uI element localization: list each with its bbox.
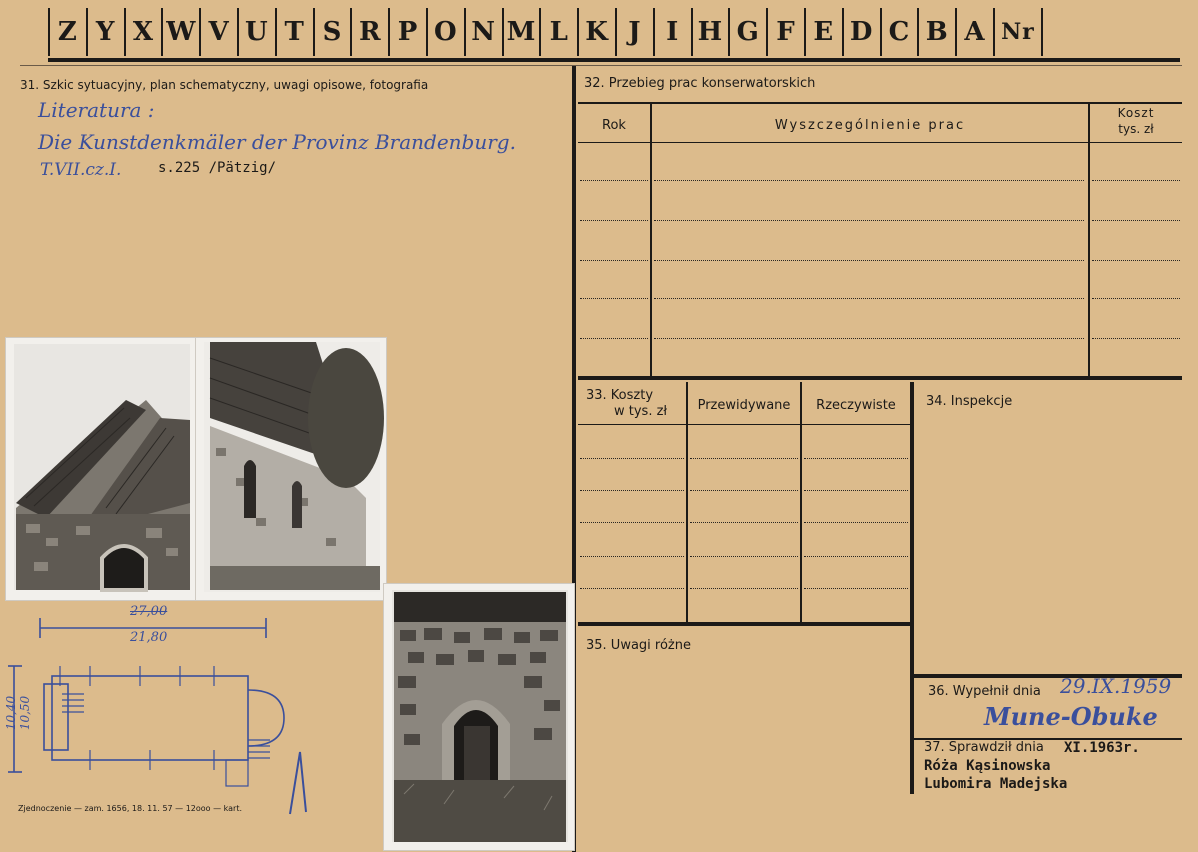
letter-box-x: X (124, 8, 162, 56)
letter-box-s: S (313, 8, 351, 56)
table33-row-line (690, 588, 798, 589)
section-32-label: 32. Przebieg prac konserwatorskich (584, 76, 816, 91)
col-description: Wyszczególnienie prac (774, 118, 966, 133)
table33-row-line (804, 588, 908, 589)
letter-box-t: T (275, 8, 313, 56)
letter-box-a: A (955, 8, 993, 56)
table33-row-line (580, 458, 684, 459)
literature-heading: Literatura : (38, 98, 155, 122)
table32-row-line (580, 220, 648, 221)
table32-row-line (1092, 220, 1180, 221)
header-rule (48, 58, 1180, 62)
letter-box-d: D (842, 8, 880, 56)
table33-right (910, 382, 914, 794)
table33-col2 (800, 382, 802, 622)
letter-box-n: N (464, 8, 502, 56)
letter-box-r: R (350, 8, 388, 56)
letter-box-y: Y (86, 8, 124, 56)
literature-volume: T.VII.cz.I. (40, 160, 122, 180)
literature-title: Die Kunstdenkmäler der Provinz Brandenburg. (38, 130, 516, 154)
section-35-label: 35. Uwagi różne (586, 638, 691, 653)
table32-row-line (580, 180, 648, 181)
letter-box-b: B (917, 8, 955, 56)
checked-name-1: Róża Kąsinowska (924, 758, 1051, 774)
section-37-label: 37. Sprawdził dnia (924, 740, 1044, 755)
dim-top: 21,80 (130, 630, 168, 645)
table33-row-line (804, 490, 908, 491)
letter-box-h: H (691, 8, 729, 56)
photo-church-roof (6, 338, 196, 600)
table32-row-line (1092, 180, 1180, 181)
dim-left-b: 10,50 (18, 695, 33, 731)
col-cost-1: Koszt (1117, 106, 1155, 120)
letter-box-w: W (161, 8, 199, 56)
section-33-label-2: w tys. zł (614, 404, 668, 419)
checked-date: XI.1963r. (1064, 740, 1140, 756)
floor-plan-sketch (0, 600, 384, 852)
table32-top (578, 102, 1182, 104)
table33-row-line (580, 490, 684, 491)
table33-row-line (580, 556, 684, 557)
dim-top-old: 27,00 (130, 604, 168, 619)
letter-box-f: F (766, 8, 804, 56)
section-33-label-1: 33. Koszty (586, 388, 654, 403)
col-planned: Przewidywane (697, 398, 791, 413)
literature-page: s.225 /Pätzig/ (158, 160, 277, 176)
table32-row-line (1092, 260, 1180, 261)
letter-box-l: L (539, 8, 577, 56)
table33-row-line (690, 556, 798, 557)
filled-date: 29.IX.1959 (1060, 674, 1172, 698)
letter-box-i: I (653, 8, 691, 56)
table33-row-line (690, 522, 798, 523)
header-subrule (20, 65, 1182, 66)
table33-bottom (578, 622, 912, 626)
letter-box-nr: Nr (993, 8, 1041, 56)
table32-row-line (1092, 338, 1180, 339)
letter-box-j: J (615, 8, 653, 56)
letter-box-e: E (804, 8, 842, 56)
table32-header-bottom (578, 142, 1182, 143)
section-31-label: 31. Szkic sytuacyjny, plan schematyczny, uwagi opisowe, fotografia (20, 78, 429, 92)
col-actual: Rzeczywiste (816, 398, 896, 413)
col-year: Rok (602, 118, 626, 133)
table33-row-line (580, 588, 684, 589)
table32-bottom (578, 376, 1182, 380)
table32-row-line (654, 260, 1084, 261)
table32-row-line (654, 180, 1084, 181)
photo-church-side (196, 338, 386, 600)
letter-box-k: K (577, 8, 615, 56)
filled-signature: Mune-Obuke (984, 702, 1158, 731)
table32-row-line (580, 298, 648, 299)
photo-church-portal (384, 584, 574, 850)
letter-bar-end (1041, 8, 1043, 56)
table33-row-line (804, 522, 908, 523)
letter-box-c: C (880, 8, 918, 56)
checked-name-2: Lubomira Madejska (924, 776, 1068, 792)
table33-row-line (804, 556, 908, 557)
table32-row-line (580, 338, 648, 339)
letter-box-v: V (199, 8, 237, 56)
table33-row-line (690, 458, 798, 459)
letter-box-g: G (728, 8, 766, 56)
letter-box-o: O (426, 8, 464, 56)
col-cost-2: tys. zł (1118, 122, 1154, 136)
print-footer: Zjednoczenie — zam. 1656, 18. 11. 57 — 12ooo — kart. (18, 804, 243, 813)
table33-header-bottom (578, 424, 912, 425)
letter-box-p: P (388, 8, 426, 56)
table32-row-line (654, 298, 1084, 299)
table33-row-line (804, 458, 908, 459)
table33-col1 (686, 382, 688, 622)
table33-row-line (580, 522, 684, 523)
table32-row-line (654, 220, 1084, 221)
table32-row-line (1092, 298, 1180, 299)
letter-box-u: U (237, 8, 275, 56)
table32-col1 (650, 102, 652, 378)
letter-box-z: Z (48, 8, 86, 56)
table32-row-line (580, 260, 648, 261)
dim-left-a: 10,40 (4, 695, 19, 731)
table32-row-line (654, 338, 1084, 339)
section-36-label: 36. Wypełnił dnia (928, 684, 1041, 699)
letter-box-m: M (502, 8, 540, 56)
section-34-label: 34. Inspekcje (926, 394, 1013, 409)
table33-row-line (690, 490, 798, 491)
letter-index-bar (48, 8, 1043, 56)
table32-col2 (1088, 102, 1090, 378)
